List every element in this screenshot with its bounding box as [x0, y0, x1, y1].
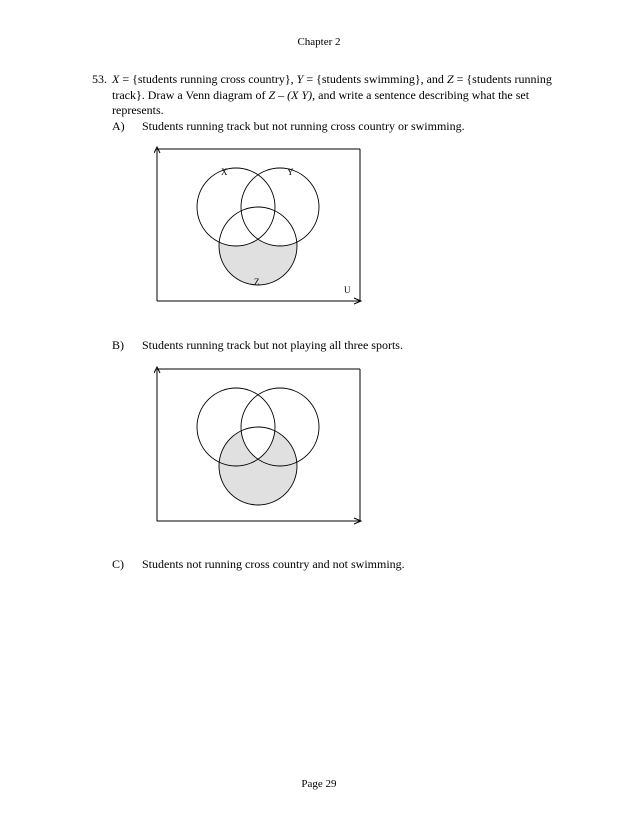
set-y-symbol: Y: [296, 72, 304, 86]
venn-diagram-a: [154, 144, 364, 306]
question-instruction: , and write a sentence describing what the set represents.: [112, 87, 530, 117]
option-b-text: Students running track but not playing all three sports.: [142, 338, 403, 352]
question-53: [92, 72, 552, 119]
set-x-definition: = {students running cross country},: [119, 72, 297, 86]
option-a: [112, 119, 465, 134]
set-z-symbol: Z: [446, 72, 454, 86]
set-z-definition: = {students running track}. Draw a Venn diagram of: [112, 72, 552, 102]
question-number: 53.: [92, 72, 107, 86]
label-u: U: [344, 285, 351, 295]
venn-diagram-a-svg: [154, 144, 364, 306]
page-number: Page 29: [301, 778, 337, 790]
label-z: Z: [254, 277, 260, 287]
option-c-text: Students not running cross country and not swimming.: [142, 557, 405, 571]
option-b: [112, 338, 403, 353]
chapter-header: Chapter 2: [297, 36, 341, 48]
question-text: [92, 72, 552, 119]
option-a-letter: A): [112, 119, 125, 133]
option-b-letter: B): [112, 338, 124, 352]
venn-diagram-b: [154, 364, 364, 526]
label-y: Y: [287, 167, 294, 177]
option-c-letter: C): [112, 557, 124, 571]
option-c: [112, 557, 405, 572]
option-a-text: Students running track but not running cross country or swimming.: [142, 119, 465, 133]
label-x: X: [221, 167, 228, 177]
venn-diagram-b-svg: [154, 364, 364, 526]
set-x-symbol: X: [112, 72, 120, 86]
set-y-definition: = {students swimming}, and: [303, 72, 447, 86]
set-expression: Z – (X Y): [268, 87, 313, 102]
